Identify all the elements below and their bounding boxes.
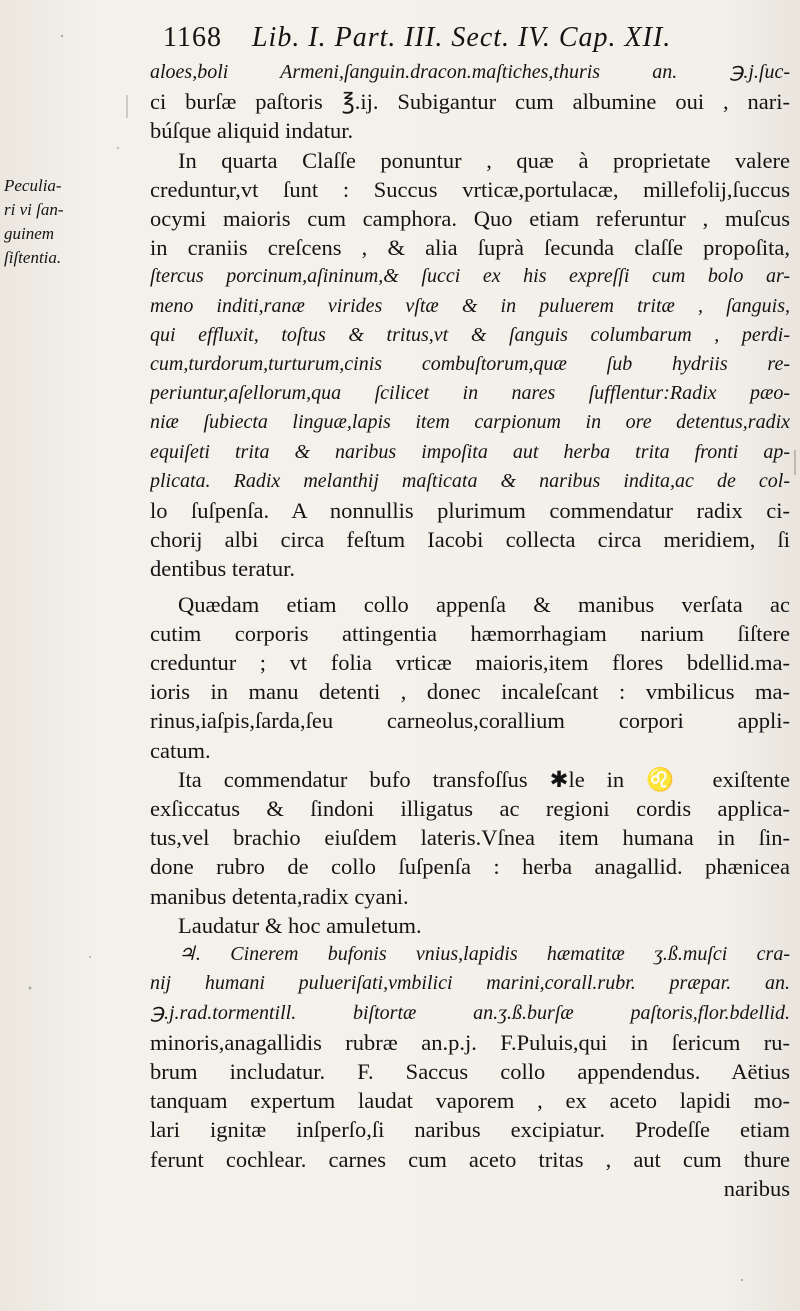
text-line: tanquam expertum laudat vaporem , ex aceto lapidi mo-	[150, 1088, 790, 1114]
text-line: nij humani pulueriſati,vmbilici marini,corall.rubr. præpar. an.	[150, 972, 790, 995]
text-body	[150, 58, 790, 1203]
text-line: niæ ſubiecta linguæ,lapis item carpionum in ore detentus,radix	[150, 411, 790, 434]
text-line: meno inditi,ranæ virides vſtæ & in puluerem tritæ , ſanguis,	[150, 294, 790, 317]
text-line: exſiccatus & ſindoni illigatus ac regioni cordis applica-	[150, 796, 790, 822]
margin-note-line: guinem	[4, 224, 55, 243]
margin-note-line: ſiſtentia.	[4, 248, 62, 267]
text-line: in craniis creſcens , & alia ſuprà ſecunda claſſe propoſita,	[150, 235, 790, 261]
text-line: minoris,anagallidis rubræ an.p.j. F.Puluis,qui in ſericum ru-	[150, 1029, 790, 1055]
text-line: Quædam etiam collo appenſa & manibus verſata ac	[178, 591, 790, 617]
text-line: done rubro de collo ſuſpenſa : herba anagallid. phænicea	[150, 854, 790, 880]
text-line: ferunt cochlear. carnes cum aceto tritas , aut cum thure	[150, 1146, 790, 1172]
text-line: lo ſuſpenſa. A nonnullis plurimum commendatur radix ci-	[150, 498, 790, 524]
text-line: cum,turdorum,turturum,cinis combuſtorum,quæ ſub hydriis re-	[150, 353, 790, 376]
text-line: periuntur,aſellorum,qua ſcilicet in nares ſufflentur:Radix pæo-	[150, 382, 790, 405]
text-line: Laudatur & hoc amuletum.	[178, 912, 422, 938]
text-line: Ita commendatur bufo transfoſſus ✱le in ♌ exiſtente	[178, 766, 790, 792]
text-line: catum.	[150, 737, 211, 763]
text-line: tus,vel brachio eiuſdem lateris.Vſnea item humana in ſin-	[150, 825, 790, 851]
margin-note-line: ri vi ſan-	[4, 200, 64, 219]
text-line: naribus	[723, 1175, 790, 1201]
running-title: Lib. I. Part. III. Sect. IV. Cap. XII.	[251, 22, 672, 53]
running-header	[163, 22, 783, 54]
text-line: qui effluxit, toſtus & tritus,vt & ſanguis columbarum , perdi-	[150, 323, 790, 346]
text-line: brum includatur. F. Saccus collo appendendus. Aëtius	[150, 1058, 790, 1084]
text-line: rinus,iaſpis,ſarda,ſeu carneolus,corallium corpori appli-	[150, 708, 790, 734]
text-line: cutim corporis attingentia hæmorrhagiam narium ſiſtere	[150, 620, 790, 646]
text-line: creduntur ; vt folia vrticæ maioris,item flores bdellid.ma-	[150, 650, 790, 676]
text-line: chorij albi circa feſtum Iacobi collecta circa meridiem, ſi	[150, 527, 790, 553]
text-line: ℈.j.rad.tormentill. biſtortæ an.ʒ.ß.burſæ paſtoris,flor.bdellid.	[150, 1001, 790, 1024]
text-line: plicata. Radix melanthij maſticata & naribus indita,ac de col-	[150, 469, 790, 492]
text-line: aloes,boli Armeni,ſanguin.dracon.maſtiches,thuris an. ℈.j.ſuc-	[150, 61, 790, 83]
text-line: manibus detenta,radix cyani.	[150, 883, 409, 909]
text-line: búſque aliquid indatur.	[150, 118, 354, 144]
text-line: lari ignitæ inſperſo,ſi naribus excipiatur. Prodeſſe etiam	[150, 1117, 790, 1143]
text-line: ♃. Cinerem bufonis vnius,lapidis hæmatitæ ʒ.ß.muſci cra-	[178, 943, 790, 966]
margin-note	[4, 174, 146, 270]
margin-note-line: Peculia-	[4, 176, 62, 195]
text-line: dentibus teratur.	[150, 556, 295, 582]
text-line: ci burſæ paſtoris ℥.ij. Subigantur cum albumine oui , nari-	[150, 89, 790, 115]
text-line: ioris in manu detenti , donec incaleſcant : vmbilicus ma-	[150, 679, 790, 705]
page-number: 1168	[163, 22, 222, 53]
text-line: equiſeti trita & naribus impoſita aut herba trita fronti ap-	[150, 440, 790, 463]
text-line: ſtercus porcinum,aſininum,& ſucci ex his expreſſi cum bolo ar-	[150, 265, 790, 288]
text-line: In quarta Claſſe ponuntur , quæ à proprietate valere	[178, 147, 790, 173]
text-line: creduntur,vt ſunt : Succus vrticæ,portulacæ, millefolij,ſuccus	[150, 176, 790, 202]
text-line: ocymi maioris cum camphora. Quo etiam referuntur , muſcus	[150, 206, 790, 232]
